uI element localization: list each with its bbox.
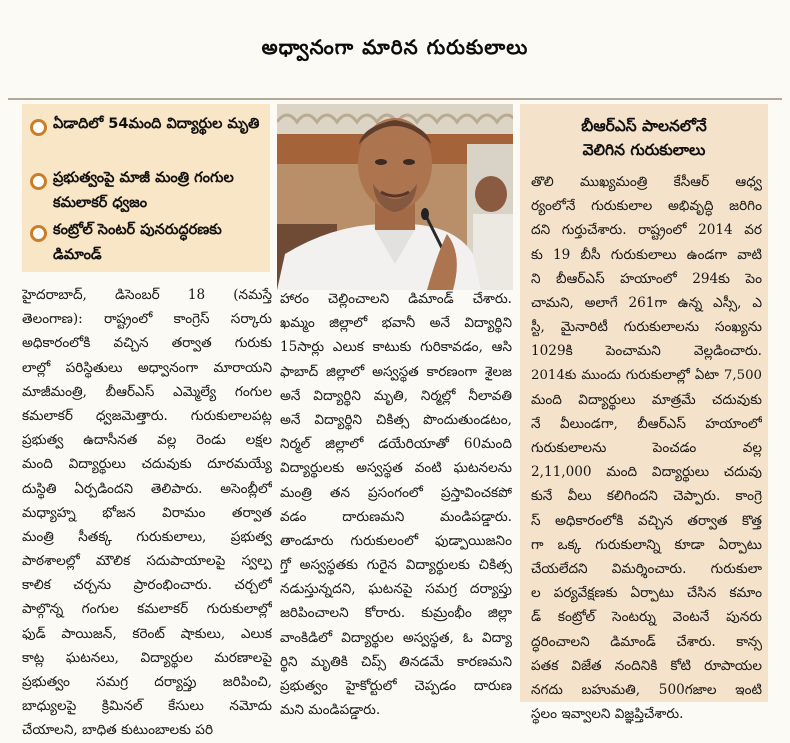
sidebar-title <box>520 114 768 162</box>
highlight-text: ఏడాదిలో 54మంది విద్యార్థుల మృతి <box>53 116 260 132</box>
text-line: కు 19 బీసీ గురుకులాలు ఉండగా వాటి <box>531 246 762 263</box>
text-line: తాండూరు గురుకులంలో ఫుడ్పాయిజనిం <box>280 532 512 549</box>
text-line: కాట్ల ఘటనలు, విద్యార్థుల మరణాలపై <box>22 649 272 666</box>
article-column-2 <box>280 287 512 722</box>
text-line: కాలిక చర్చను ప్రారంభించారు. చర్చలో <box>22 577 272 594</box>
text-line: నగదు బహుమతి, 500గజాల ఇంటి <box>531 681 762 698</box>
text-line: ద్ధరించాలని డిమాండ్ చేశారు. కాన్స <box>531 633 762 650</box>
text-line: విద్యార్థులకు అస్వస్థత వంటి ఘటనలను <box>280 460 512 477</box>
text-line: నిర్మల్ జిల్లాలో డయేరియాతో 60మంది <box>280 436 512 453</box>
text-line: హైదరాబాద్, డిసెంబర్ 18 (నమస్తే <box>22 287 272 303</box>
text-line: 2014కు ముందు గురుకులాల్లో ఏటా 7,500 <box>531 367 762 383</box>
text-line: పతక విజేత నందినికి కోటి రూపాయల <box>531 657 762 674</box>
text-line: వడం దారుణమని మండిపడ్డారు. <box>280 508 512 525</box>
text-line: మధ్యాహ్న భోజన విరామం తర్వాత <box>22 504 272 521</box>
text-line: లాల్లో పరిస్థితులు అధ్వానంగా మారాయని <box>22 359 272 376</box>
text-line: ఫుడ్ పాయిజన్, కరెంట్ షాకులు, ఎలుక <box>22 625 272 642</box>
text-line: స్థలం ఇవ్వాలని విజ్ఞప్తిచేశారు. <box>531 706 684 723</box>
text-line: 15సార్లు ఎలుక కాటుకు గురికావడం, ఆసి <box>280 339 512 356</box>
text-line: నడుస్తున్నదని, ఘటనపై సమగ్ర దర్యాప్తు <box>280 581 512 598</box>
text-line: పాల్గొన్న గంగుల కమలాకర్ గురుకులాల్లో <box>22 601 272 618</box>
text-line: చామని, అలాగే 261గా ఉన్న ఎస్సీ, ఎ <box>531 294 762 311</box>
sidebar-title-line: బీఆర్ఎస్ పాలనలోనే <box>581 117 707 135</box>
text-line: మంత్రి సీతక్క గురుకులాలు, ప్రభుత్వ <box>22 528 272 545</box>
highlight-item <box>22 166 273 216</box>
text-line: మాజీమంత్రి, బీఆర్ఎస్ ఎమ్మెల్యే గంగుల <box>22 383 272 400</box>
bullet-icon <box>30 173 47 190</box>
text-line: ర్థిని మృతికి చిప్స్ తినడమే కారణమని <box>280 653 512 670</box>
highlights-box <box>22 104 270 272</box>
text-line: కునే వీలు కలిగిందని చెప్పారు. కాంగ్రె <box>531 488 762 505</box>
article-column-1 <box>22 283 272 743</box>
text-line: అధికారంలోకి వచ్చిన తర్వాత గురుకు <box>22 335 272 352</box>
text-line: దుస్థితి ఏర్పడిందని తెలిపారు. అసెంబ్లీలో <box>22 480 272 497</box>
text-line: మంది విద్యార్థులు మాత్రమే చదువుకు <box>531 391 762 408</box>
highlight-text: కంట్రోల్ సెంటర్ పునరుద్ధరణకు డిమాండ్ <box>53 222 222 263</box>
text-line: అనే విద్యార్థిని చికిత్స పొందుతుండటం, <box>280 411 512 428</box>
text-line: చేయాలని, బాధిత కుటుంబాలకు పరి <box>22 722 214 739</box>
text-line: జరిపించాలని కోరారు. కుమ్రంభీం జిల్లా <box>280 605 512 622</box>
sidebar-text <box>531 170 762 726</box>
headline-divider <box>8 98 782 100</box>
text-line: 1029కి పెంచామని వెల్లడించారు. <box>531 343 762 360</box>
text-line: ని బీఆర్ఎస్ హయాంలో 294కు పెం <box>531 270 762 287</box>
text-line: ప్రభుత్వం సమగ్ర దర్యాప్తు జరిపించి, <box>22 674 272 690</box>
highlight-text: ప్రభుత్వంపై మాజీ మంత్రి గంగుల కమలాకర్ ధ్వజం <box>53 170 234 211</box>
text-line: మంది విద్యార్థులు చదువుకు దూరమయ్యే <box>22 456 272 473</box>
text-line: తొలి ముఖ్యమంత్రి కేసీఆర్ ఆధ్వ <box>531 174 762 190</box>
highlight-item <box>22 112 273 137</box>
bullet-icon <box>30 225 47 242</box>
text-line: మంత్రి తన ప్రసంగంలో ప్రస్తావించకపో <box>280 484 512 501</box>
text-line: స్ అధికారంలోకి వచ్చిన తర్వాత కొత్త <box>531 512 762 529</box>
text-line: 2,11,000 మంది విద్యార్థులు చదువు <box>531 464 762 481</box>
text-line: నే వీలుండగా, బీఆర్ఎస్ హయాంలో <box>531 415 762 432</box>
text-line: అనే విద్యార్థిని మృతి, నిర్మల్లో నీలావతి <box>280 387 512 404</box>
text-line: ఫాబాద్ జిల్లాలో అస్వస్థత కారణంగా శైలజ <box>280 363 512 380</box>
bullet-icon <box>30 119 47 136</box>
text-line: గ్తో అస్వస్థతకు గురైన విద్యార్థులకు చికిత్స <box>280 557 512 574</box>
text-line: ఖమ్మం జిల్లాలో భవానీ అనే విద్యార్థిని <box>280 315 512 332</box>
text-line: దని గుర్తుచేశారు. రాష్ట్రంలో 2014 వర <box>531 222 762 239</box>
news-photo <box>277 104 513 290</box>
text-line: గురుకులాలను పెంచడం వల్ల <box>531 440 762 457</box>
text-line: పాఠశాలల్లో మౌలిక సదుపాయాలపై స్వల్ప <box>22 553 272 570</box>
text-line: తెలంగాణ): రాష్ట్రంలో కాంగ్రెస్ సర్కారు <box>22 311 272 328</box>
text-line: గా ఒక్క గురుకులాన్ని కూడా ఏర్పాటు <box>531 536 762 553</box>
text-line: బాధ్యులపై క్రిమినల్ కేసులు నమోదు <box>22 698 272 715</box>
text-line: వాంకిడిలో విద్యార్థుల అస్వస్థత, ఓ విద్యా <box>280 629 512 646</box>
text-line: డ్ కంట్రోల్ సెంటర్ను వెంటనే పునరు <box>531 609 762 626</box>
highlight-item <box>22 218 273 268</box>
text-line: హారం చెల్లించాలని డిమాండ్ చేశారు. <box>280 291 512 307</box>
text-line: ర్యంలోనే గురుకులాల అభివృద్ధి జరిగిం <box>531 198 762 215</box>
text-line: ప్రభుత్వం హైకోర్టులో చెప్పడం దారుణ <box>280 678 512 694</box>
headline: అధ్వానంగా మారిన గురుకులాలు <box>261 34 529 59</box>
text-line: ప్రభుత్వ ఉదాసీనత వల్ల రెండు లక్షల <box>22 432 272 449</box>
text-line: కమలాకర్ ధ్వజమెత్తారు. గురుకులాలపట్ల <box>22 407 272 424</box>
sidebar-title-line: వెలిగిన గురుకులాలు <box>582 141 706 159</box>
text-line: చేయలేదని విమర్శించారు. గురుకులా <box>531 561 762 577</box>
text-line: ల పర్యవేక్షణకు ఏర్పాటు చేసిన కమాం <box>531 585 762 602</box>
text-line: స్టీ, మైనారిటీ గురుకులాలను సంఖ్యను <box>531 319 762 336</box>
text-line: మని మండిపడ్డారు. <box>280 702 381 719</box>
